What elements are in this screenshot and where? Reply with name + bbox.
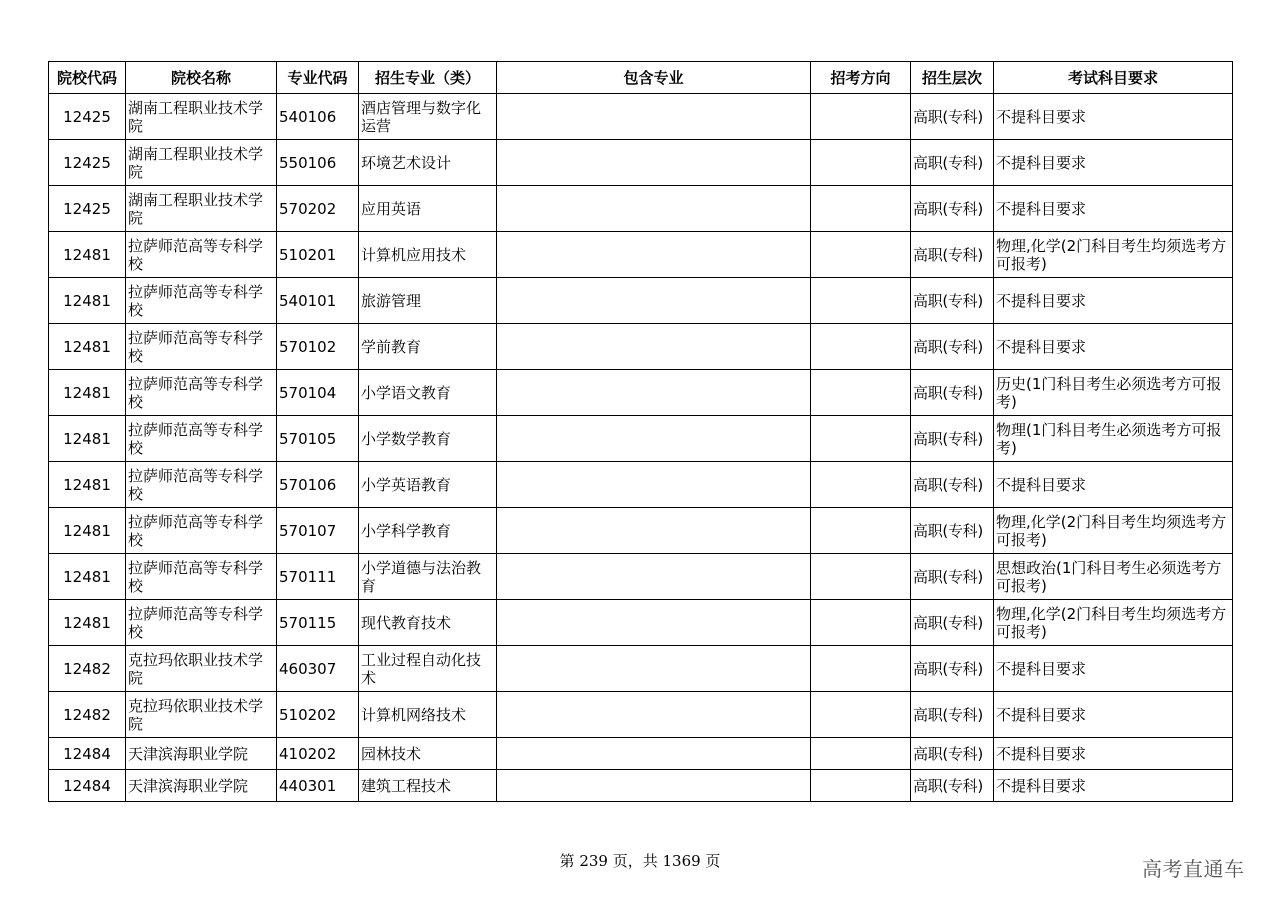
cell-school-code: 12425: [49, 94, 126, 140]
cell-school-code: 12481: [49, 508, 126, 554]
cell-school-code: 12481: [49, 232, 126, 278]
cell-level: 高职(专科): [911, 370, 994, 416]
cell-included-majors: [497, 508, 811, 554]
cell-major-code: 570104: [277, 370, 359, 416]
cell-school-code: 12481: [49, 554, 126, 600]
cell-school-code: 12425: [49, 140, 126, 186]
cell-major: 现代教育技术: [359, 600, 497, 646]
cell-requirement: 不提科目要求: [994, 770, 1233, 802]
cell-direction: [811, 692, 911, 738]
cell-major: 计算机应用技术: [359, 232, 497, 278]
cell-major: 园林技术: [359, 738, 497, 770]
cell-school-name: 天津滨海职业学院: [126, 738, 277, 770]
cell-direction: [811, 94, 911, 140]
cell-level: 高职(专科): [911, 186, 994, 232]
cell-major: 计算机网络技术: [359, 692, 497, 738]
cell-level: 高职(专科): [911, 508, 994, 554]
cell-direction: [811, 324, 911, 370]
cell-level: 高职(专科): [911, 278, 994, 324]
table-row: [49, 94, 1233, 140]
cell-school-name: 拉萨师范高等专科学校: [126, 232, 277, 278]
cell-major: 应用英语: [359, 186, 497, 232]
cell-included-majors: [497, 140, 811, 186]
cell-included-majors: [497, 416, 811, 462]
cell-major-code: 540106: [277, 94, 359, 140]
cell-requirement: 不提科目要求: [994, 324, 1233, 370]
cell-school-name: 拉萨师范高等专科学校: [126, 416, 277, 462]
cell-direction: [811, 646, 911, 692]
cell-requirement: 不提科目要求: [994, 278, 1233, 324]
cell-requirement: 历史(1门科目考生必须选考方可报考): [994, 370, 1233, 416]
cell-major-code: 440301: [277, 770, 359, 802]
admissions-table: [48, 61, 1233, 802]
watermark: 高考直通车: [1142, 857, 1245, 881]
cell-included-majors: [497, 692, 811, 738]
cell-school-code: 12481: [49, 370, 126, 416]
cell-included-majors: [497, 232, 811, 278]
cell-requirement: 不提科目要求: [994, 140, 1233, 186]
cell-school-name: 天津滨海职业学院: [126, 770, 277, 802]
cell-level: 高职(专科): [911, 140, 994, 186]
cell-major-code: 510202: [277, 692, 359, 738]
header-school-name: 院校名称: [126, 62, 277, 94]
cell-major-code: 570111: [277, 554, 359, 600]
table-row: [49, 324, 1233, 370]
cell-major: 小学英语教育: [359, 462, 497, 508]
cell-major-code: 570115: [277, 600, 359, 646]
cell-major-code: 460307: [277, 646, 359, 692]
cell-direction: [811, 416, 911, 462]
cell-school-name: 克拉玛依职业技术学院: [126, 692, 277, 738]
cell-level: 高职(专科): [911, 600, 994, 646]
cell-school-code: 12482: [49, 692, 126, 738]
cell-level: 高职(专科): [911, 770, 994, 802]
cell-level: 高职(专科): [911, 462, 994, 508]
cell-level: 高职(专科): [911, 416, 994, 462]
cell-included-majors: [497, 554, 811, 600]
cell-major: 小学科学教育: [359, 508, 497, 554]
cell-major-code: 570106: [277, 462, 359, 508]
cell-level: 高职(专科): [911, 554, 994, 600]
cell-level: 高职(专科): [911, 692, 994, 738]
cell-major-code: 410202: [277, 738, 359, 770]
cell-major-code: 570102: [277, 324, 359, 370]
table-row: [49, 186, 1233, 232]
table-row: [49, 554, 1233, 600]
cell-major: 工业过程自动化技术: [359, 646, 497, 692]
cell-school-name: 拉萨师范高等专科学校: [126, 554, 277, 600]
cell-major: 环境艺术设计: [359, 140, 497, 186]
cell-major-code: 540101: [277, 278, 359, 324]
cell-major: 旅游管理: [359, 278, 497, 324]
cell-school-name: 拉萨师范高等专科学校: [126, 370, 277, 416]
cell-level: 高职(专科): [911, 324, 994, 370]
cell-school-code: 12481: [49, 278, 126, 324]
cell-major: 小学数学教育: [359, 416, 497, 462]
cell-level: 高职(专科): [911, 738, 994, 770]
table-row: [49, 692, 1233, 738]
cell-requirement: 不提科目要求: [994, 462, 1233, 508]
cell-major-code: 570202: [277, 186, 359, 232]
cell-school-name: 拉萨师范高等专科学校: [126, 324, 277, 370]
cell-school-code: 12425: [49, 186, 126, 232]
cell-direction: [811, 508, 911, 554]
cell-school-name: 拉萨师范高等专科学校: [126, 508, 277, 554]
cell-major: 小学道德与法治教育: [359, 554, 497, 600]
table-row: [49, 646, 1233, 692]
cell-direction: [811, 140, 911, 186]
cell-school-code: 12482: [49, 646, 126, 692]
header-major-code: 专业代码: [277, 62, 359, 94]
header-included-majors: 包含专业: [497, 62, 811, 94]
cell-school-code: 12481: [49, 600, 126, 646]
cell-school-name: 拉萨师范高等专科学校: [126, 600, 277, 646]
table-row: [49, 600, 1233, 646]
table-row: [49, 278, 1233, 324]
cell-direction: [811, 232, 911, 278]
cell-level: 高职(专科): [911, 94, 994, 140]
cell-school-code: 12481: [49, 462, 126, 508]
cell-included-majors: [497, 278, 811, 324]
cell-requirement: 不提科目要求: [994, 738, 1233, 770]
cell-requirement: 不提科目要求: [994, 94, 1233, 140]
cell-major-code: 510201: [277, 232, 359, 278]
cell-direction: [811, 738, 911, 770]
cell-included-majors: [497, 370, 811, 416]
page-number: 第 239 页，共 1369 页: [559, 852, 721, 870]
cell-level: 高职(专科): [911, 232, 994, 278]
table-row: [49, 738, 1233, 770]
cell-level: 高职(专科): [911, 646, 994, 692]
cell-direction: [811, 770, 911, 802]
header-school-code: 院校代码: [49, 62, 126, 94]
cell-requirement: 物理,化学(2门科目考生均须选考方可报考): [994, 600, 1233, 646]
cell-direction: [811, 554, 911, 600]
table-row: [49, 232, 1233, 278]
cell-school-code: 12484: [49, 770, 126, 802]
cell-school-code: 12484: [49, 738, 126, 770]
cell-included-majors: [497, 646, 811, 692]
cell-major: 建筑工程技术: [359, 770, 497, 802]
cell-requirement: 物理,化学(2门科目考生均须选考方可报考): [994, 508, 1233, 554]
table-row: [49, 140, 1233, 186]
cell-major: 小学语文教育: [359, 370, 497, 416]
cell-requirement: 思想政治(1门科目考生必须选考方可报考): [994, 554, 1233, 600]
cell-requirement: 物理(1门科目考生必须选考方可报考): [994, 416, 1233, 462]
header-requirement: 考试科目要求: [994, 62, 1233, 94]
cell-requirement: 不提科目要求: [994, 692, 1233, 738]
cell-school-name: 湖南工程职业技术学院: [126, 140, 277, 186]
cell-requirement: 物理,化学(2门科目考生均须选考方可报考): [994, 232, 1233, 278]
cell-school-name: 拉萨师范高等专科学校: [126, 462, 277, 508]
cell-included-majors: [497, 462, 811, 508]
table-row: [49, 370, 1233, 416]
header-level: 招生层次: [911, 62, 994, 94]
table-row: [49, 770, 1233, 802]
header-major: 招生专业（类）: [359, 62, 497, 94]
cell-included-majors: [497, 324, 811, 370]
cell-school-name: 湖南工程职业技术学院: [126, 186, 277, 232]
cell-major-code: 570105: [277, 416, 359, 462]
cell-direction: [811, 600, 911, 646]
cell-direction: [811, 370, 911, 416]
cell-school-name: 克拉玛依职业技术学院: [126, 646, 277, 692]
cell-school-name: 湖南工程职业技术学院: [126, 94, 277, 140]
table-row: [49, 462, 1233, 508]
table-body: [49, 94, 1233, 802]
cell-major: 酒店管理与数字化运营: [359, 94, 497, 140]
cell-major-code: 570107: [277, 508, 359, 554]
cell-major-code: 550106: [277, 140, 359, 186]
table-header-row: [49, 62, 1233, 94]
cell-direction: [811, 186, 911, 232]
cell-included-majors: [497, 738, 811, 770]
cell-school-code: 12481: [49, 416, 126, 462]
cell-major: 学前教育: [359, 324, 497, 370]
cell-school-name: 拉萨师范高等专科学校: [126, 278, 277, 324]
cell-included-majors: [497, 94, 811, 140]
cell-direction: [811, 278, 911, 324]
cell-requirement: 不提科目要求: [994, 186, 1233, 232]
header-direction: 招考方向: [811, 62, 911, 94]
cell-included-majors: [497, 770, 811, 802]
cell-included-majors: [497, 186, 811, 232]
cell-included-majors: [497, 600, 811, 646]
cell-requirement: 不提科目要求: [994, 646, 1233, 692]
cell-school-code: 12481: [49, 324, 126, 370]
table-row: [49, 416, 1233, 462]
table-row: [49, 508, 1233, 554]
cell-direction: [811, 462, 911, 508]
